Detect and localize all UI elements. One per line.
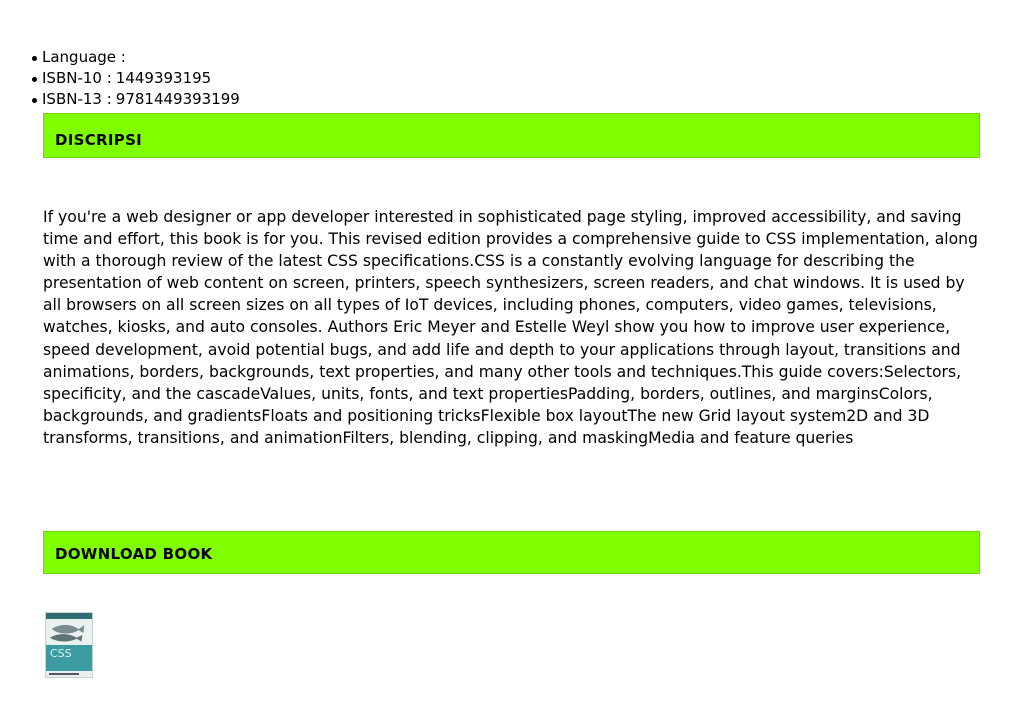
book-metadata-list (30, 47, 240, 110)
isbn10-value: 1449393195 (115, 69, 212, 87)
book-description: If you're a web designer or app developer interested in sophisticated page styling, improved accessibility, and saving time and effort, this book is for you. This revised edition provides a comprehensive guide to CSS implementation, along with a thorough review of the latest CSS specifications.CSS is a constantly evolving language for describing the presentation of web content on screen, printers, speech synthesizers, screen readers, and chat windows. It is used by all browsers on all screen sizes on all types of IoT devices, including phones, computers, video games, televisions, watches, kiosks, and auto consoles. Authors Eric Meyer and Estelle Weyl show you how to improve user experience, speed development, avoid potential bugs, and add life and depth to your applications through layout, transitions and animations, borders, backgrounds, text properties, and many other tools and techniques.This guide covers:Selectors, specificity, and the cascadeValues, units, fonts, and text propertiesPadding, borders, outlines, and marginsColors, backgrounds, and gradientsFloats and positioning tricksFlexible box layoutThe new Grid layout system2D and 3D transforms, transitions, and animationFilters, blending, clipping, and maskingMedia and feature queries (43, 208, 978, 447)
description-header: DISCRIPSI (43, 113, 980, 158)
cover-title-band (46, 645, 92, 671)
language-label: Language : (42, 48, 126, 66)
download-book-button[interactable]: DOWNLOAD BOOK (43, 531, 980, 574)
isbn10-label: ISBN-10 : (42, 69, 112, 87)
fish-illustration-icon (46, 619, 92, 645)
isbn13-item (30, 89, 240, 110)
isbn13-value: 9781449393199 (115, 90, 240, 108)
bullet-icon (32, 77, 37, 82)
bullet-icon (32, 56, 37, 61)
book-cover-image[interactable] (45, 612, 93, 678)
isbn13-label: ISBN-13 : (42, 90, 112, 108)
cover-title-text: CSS (50, 647, 72, 660)
language-item (30, 47, 240, 68)
isbn10-item (30, 68, 240, 89)
bullet-icon (32, 98, 37, 103)
cover-author-line (49, 673, 79, 675)
